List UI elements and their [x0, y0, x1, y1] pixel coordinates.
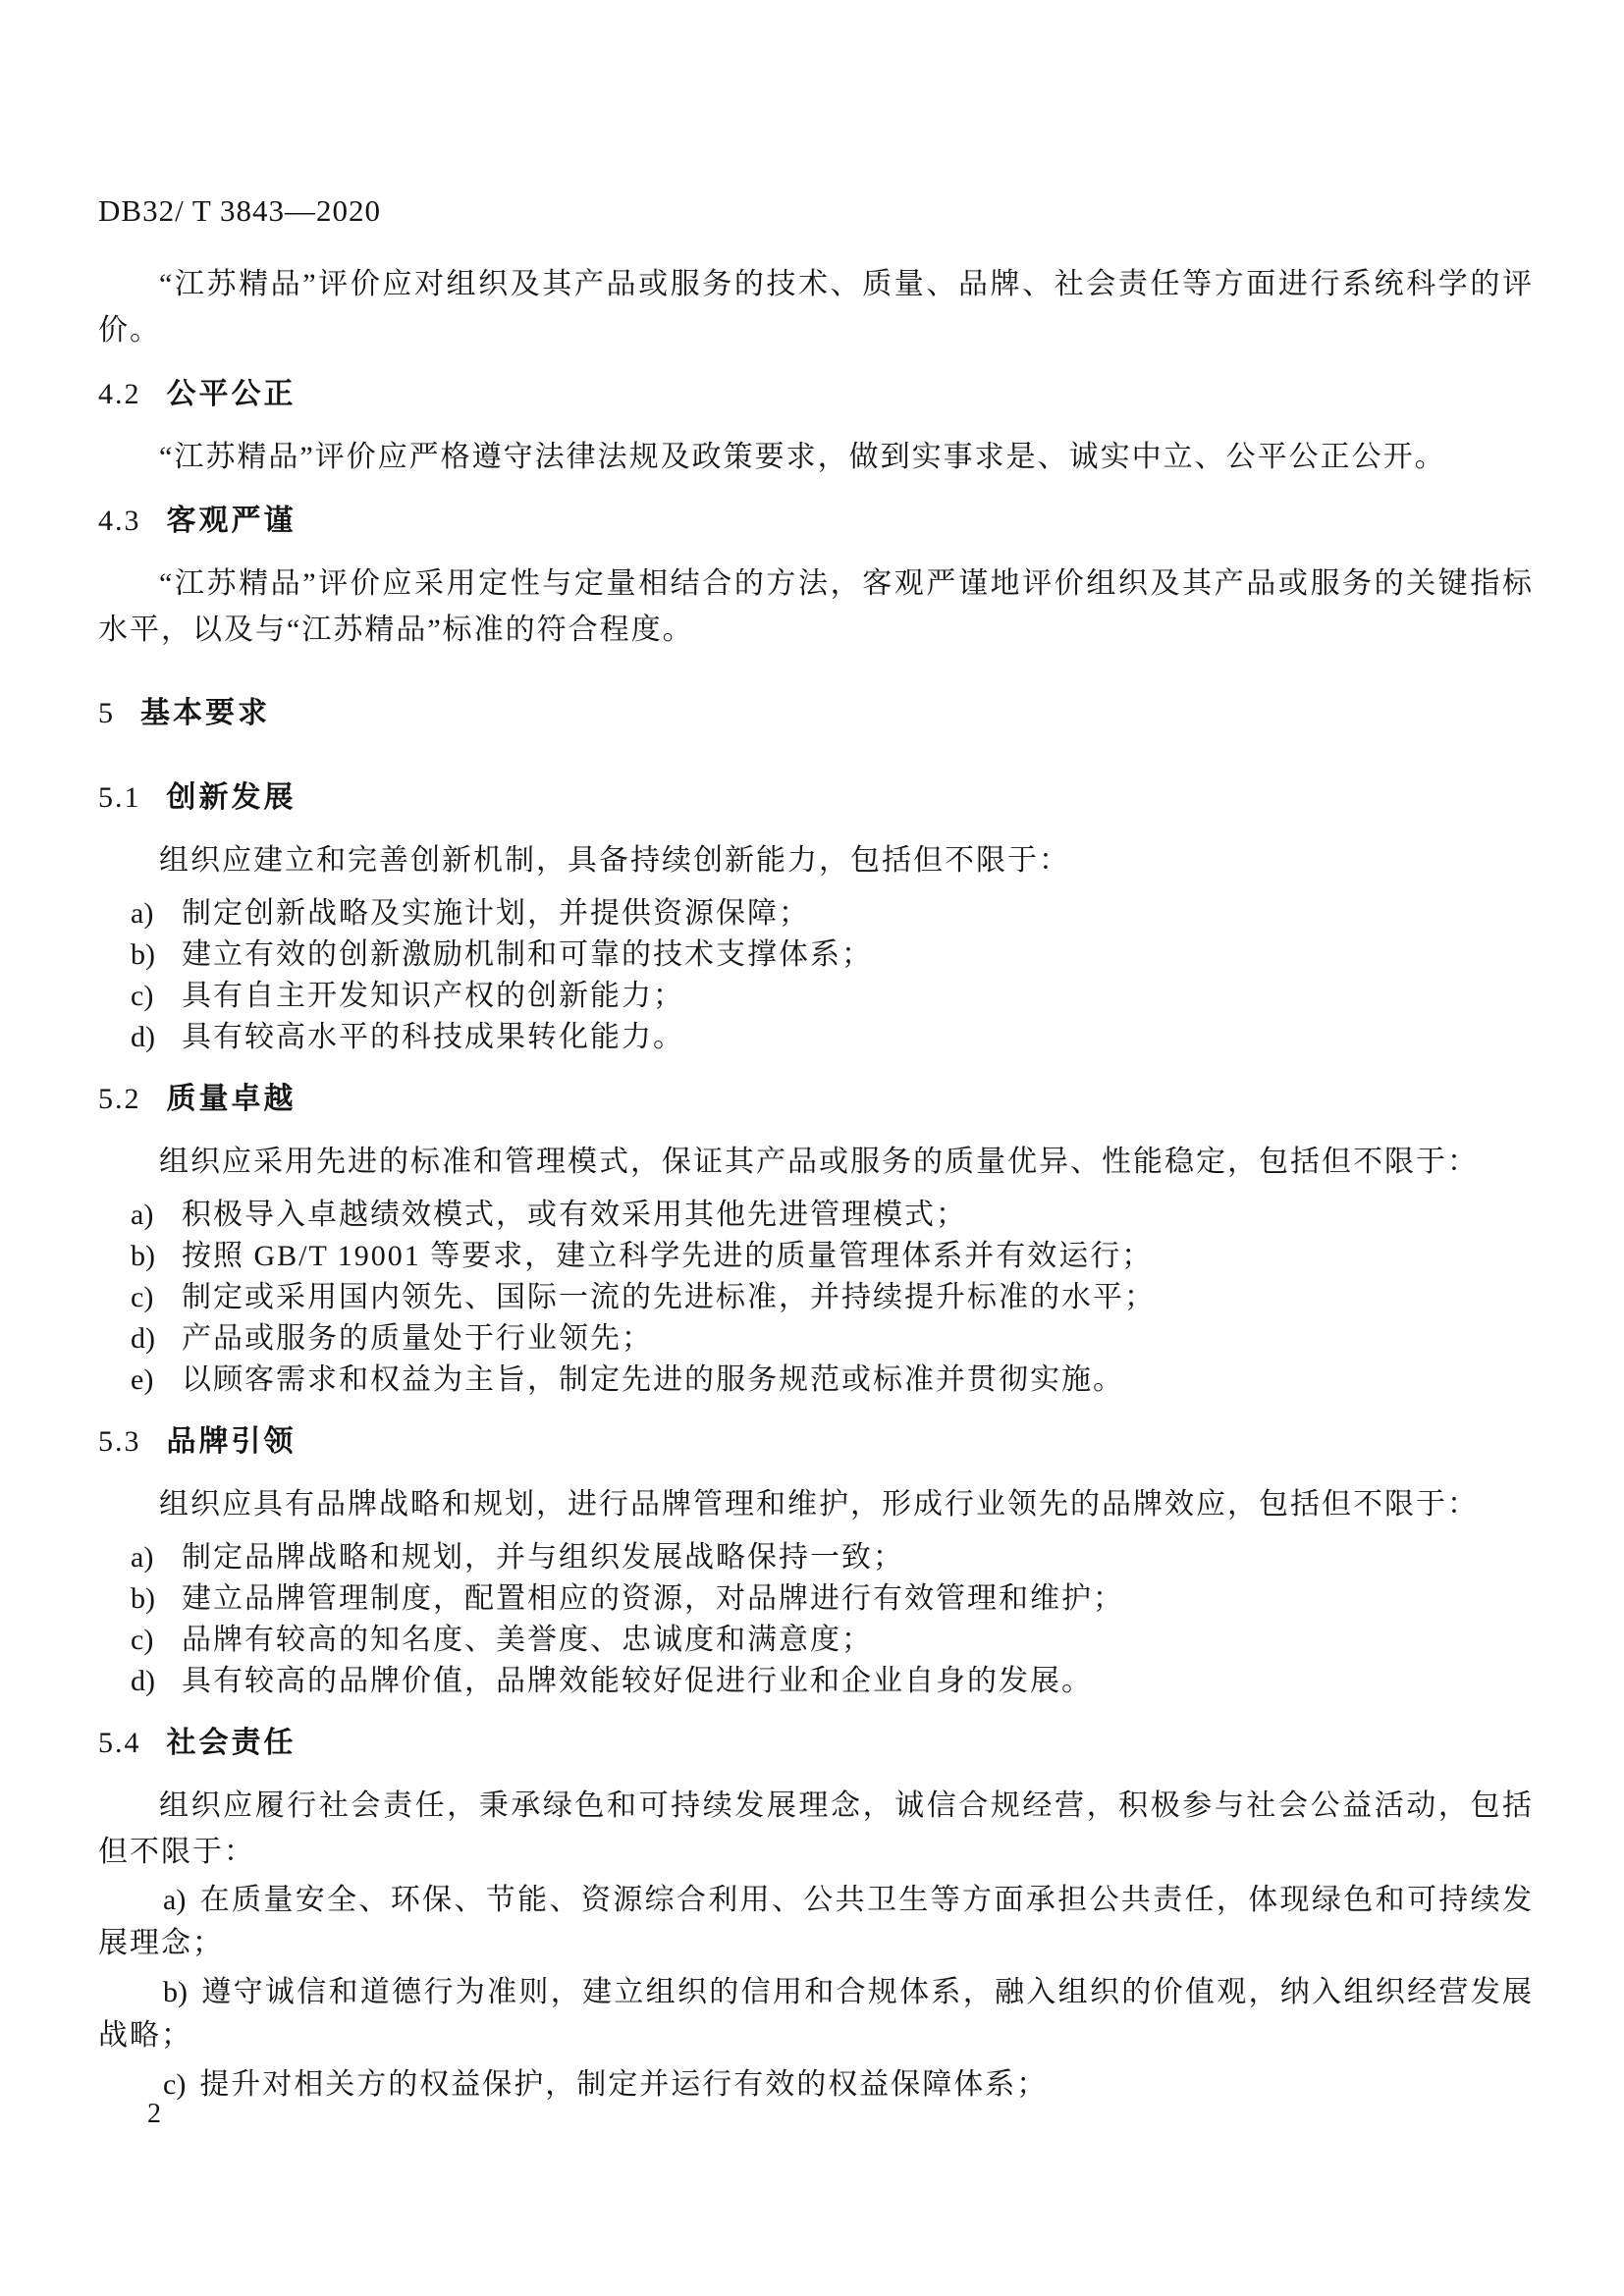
heading-number: 4.3 — [98, 505, 141, 537]
list-item-text: 按照 GB/T 19001 等要求，建立科学先进的质量管理体系并有效运行； — [182, 1240, 1154, 1272]
list-item-text: 在质量安全、环保、节能、资源综合利用、公共卫生等方面承担公共责任，体现绿色和可持续发展理念； — [98, 1884, 1534, 1959]
heading-title: 创新发展 — [166, 781, 297, 814]
heading-number: 5.1 — [98, 781, 141, 814]
heading-number: 5 — [98, 697, 115, 729]
paragraph-5-1: 组织应建立和完善创新机制，具备持续创新能力，包括但不限于： — [159, 844, 1070, 877]
list-item-label: b) — [163, 1976, 188, 2008]
list-item — [98, 1360, 1534, 1401]
list-5-2 — [98, 1195, 1534, 1401]
heading-5-2 — [98, 1080, 1534, 1119]
paragraph-5-3: 组织应具有品牌战略和规划，进行品牌管理和维护，形成行业领先的品牌效应，包括但不限于： — [159, 1488, 1479, 1521]
heading-title: 公平公正 — [166, 378, 297, 410]
paragraph-4-2: “江苏精品”评价应严格遵守法律法规及政策要求，做到实事求是、诚实中立、公平公正公开。 — [159, 441, 1446, 473]
list-item — [98, 1236, 1534, 1277]
heading-number: 4.2 — [98, 378, 141, 410]
list-item-label: c) — [131, 1281, 154, 1313]
heading-title: 客观严谨 — [166, 505, 297, 537]
list-item — [98, 1971, 1534, 2057]
list-item-text: 制定或采用国内领先、国际一流的先进标准，并持续提升标准的水平； — [182, 1281, 1156, 1313]
list-item — [98, 1620, 1534, 1661]
list-item-text: 制定品牌战略和规划，并与组织发展战略保持一致； — [182, 1541, 904, 1574]
list-item-label: c) — [163, 2068, 187, 2101]
list-5-3 — [98, 1537, 1534, 1702]
list-item-text: 建立有效的创新激励机制和可靠的技术支撑体系； — [182, 938, 873, 971]
list-item-label: d) — [131, 1021, 155, 1053]
list-item-label: b) — [131, 1240, 155, 1272]
list-item — [98, 1578, 1534, 1620]
heading-4-3 — [98, 502, 1534, 541]
heading-5-3 — [98, 1422, 1534, 1462]
list-item — [98, 1017, 1534, 1058]
paragraph-4-3: “江苏精品”评价应采用定性与定量相结合的方法，客观严谨地评价组织及其产品或服务的关键指标水平，以及与“江苏精品”标准的符合程度。 — [98, 567, 1534, 646]
intro-paragraph: “江苏精品”评价应对组织及其产品或服务的技术、质量、品牌、社会责任等方面进行系统科学的评价。 — [98, 268, 1534, 347]
list-item — [98, 1879, 1534, 1965]
paragraph-5-4: 组织应履行社会责任，秉承绿色和可持续发展理念，诚信合规经营，积极参与社会公益活动，包括但不限于： — [98, 1789, 1534, 1868]
list-item-label: c) — [131, 1624, 154, 1656]
list-item-label: c) — [131, 980, 154, 1012]
list-item — [98, 1195, 1534, 1236]
list-item-label: b) — [131, 938, 155, 971]
list-item — [98, 1661, 1534, 1702]
list-item-label: d) — [131, 1322, 155, 1355]
list-item-text: 制定创新战略及实施计划，并提供资源保障； — [182, 897, 810, 930]
list-item — [98, 934, 1534, 976]
list-item-label: a) — [131, 1199, 154, 1231]
paragraph-5-2: 组织应采用先进的标准和管理模式，保证其产品或服务的质量优异、性能稳定，包括但不限于： — [159, 1146, 1479, 1178]
page-number: 2 — [147, 2099, 161, 2129]
heading-number: 5.2 — [98, 1083, 141, 1115]
list-item — [98, 2063, 1534, 2107]
list-item-label: a) — [163, 1884, 187, 1916]
list-item — [98, 1277, 1534, 1318]
document-number: DB32/ T 3843—2020 — [98, 193, 381, 228]
list-item-text: 遵守诚信和道德行为准则，建立组织的信用和合规体系，融入组织的价值观，纳入组织经营发展战略； — [98, 1976, 1534, 2052]
heading-title: 质量卓越 — [166, 1083, 297, 1115]
list-item-label: a) — [131, 897, 154, 930]
heading-number: 5.3 — [98, 1425, 141, 1458]
list-item-text: 具有较高的品牌价值，品牌效能较好促进行业和企业自身的发展。 — [182, 1665, 1093, 1697]
list-item-text: 积极导入卓越绩效模式，或有效采用其他先进管理模式； — [182, 1199, 967, 1231]
list-item — [98, 1537, 1534, 1578]
list-item-label: d) — [131, 1665, 155, 1697]
heading-4-2 — [98, 375, 1534, 414]
list-item-label: e) — [131, 1363, 154, 1396]
list-5-4 — [98, 1879, 1534, 2107]
list-item-text: 以顾客需求和权益为主旨，制定先进的服务规范或标准并贯彻实施。 — [182, 1363, 1124, 1396]
heading-title: 品牌引领 — [166, 1425, 297, 1458]
list-item-text: 具有自主开发知识产权的创新能力； — [182, 980, 684, 1012]
list-5-1 — [98, 893, 1534, 1058]
heading-number: 5.4 — [98, 1727, 141, 1759]
heading-5-1 — [98, 778, 1534, 818]
list-item-text: 品牌有较高的知名度、美誉度、忠诚度和满意度； — [182, 1624, 873, 1656]
list-item-text: 提升对相关方的权益保护，制定并运行有效的权益保障体系； — [199, 2068, 1049, 2101]
heading-5 — [98, 694, 1534, 733]
list-item — [98, 1318, 1534, 1360]
list-item — [98, 893, 1534, 934]
list-item — [98, 976, 1534, 1017]
list-item-label: b) — [131, 1582, 155, 1615]
list-item-text: 建立品牌管理制度，配置相应的资源，对品牌进行有效管理和维护； — [182, 1582, 1124, 1615]
list-item-label: a) — [131, 1541, 154, 1574]
list-item-text: 具有较高水平的科技成果转化能力。 — [182, 1021, 684, 1053]
heading-5-4 — [98, 1724, 1534, 1763]
heading-title: 社会责任 — [166, 1727, 297, 1759]
list-item-text: 产品或服务的质量处于行业领先； — [182, 1322, 653, 1355]
heading-title: 基本要求 — [140, 697, 270, 729]
